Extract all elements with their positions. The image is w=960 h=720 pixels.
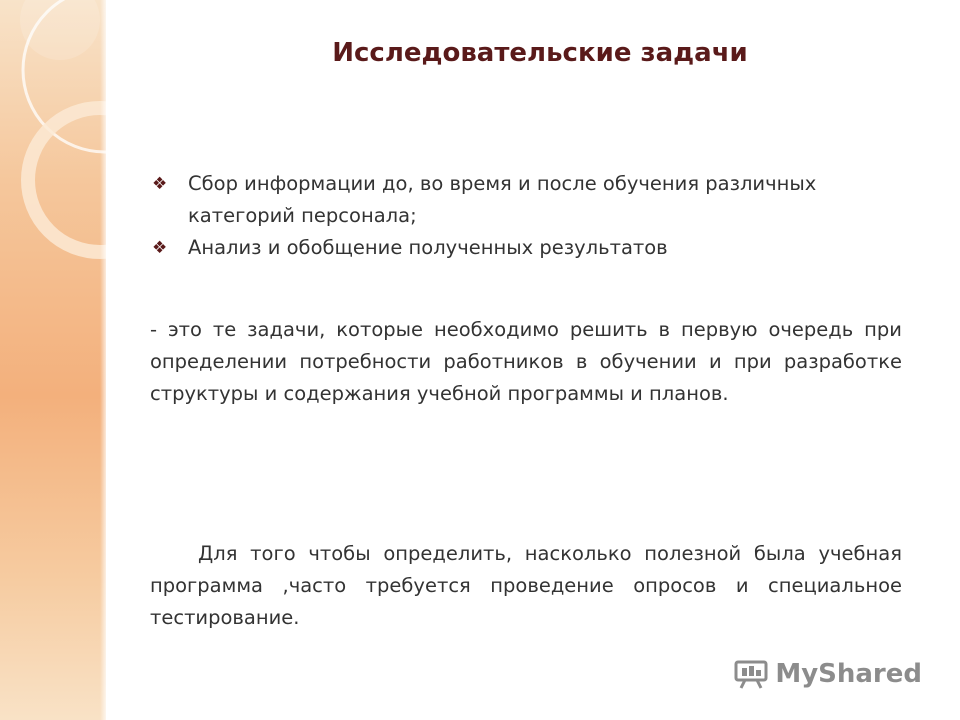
bullet-text: Анализ и обобщение полученных результатов xyxy=(188,236,668,259)
bullet-text: Сбор информации до, во время и после обучения различных категорий персонала; xyxy=(188,172,817,227)
watermark-text: MyShared xyxy=(775,659,922,689)
explanation-paragraph: - это те задачи, которые необходимо решить в первую очередь при определении потребности работников в обучении и при разработке структуры и содержания учебной программы и планов. xyxy=(150,317,902,405)
list-item xyxy=(150,232,902,264)
evaluation-paragraph: Для того чтобы определить, насколько полезной была учебная программа ,часто требуется проведение опросов и специальное тестирование. xyxy=(150,541,902,629)
watermark-logo xyxy=(733,656,922,692)
slide-title: Исследовательские задачи xyxy=(332,38,748,68)
sidebar-circles-decoration xyxy=(0,0,106,720)
diamond-bullet-icon: ❖ xyxy=(152,238,168,258)
bullet-list xyxy=(150,168,902,264)
presentation-board-icon xyxy=(733,659,769,689)
decorative-sidebar xyxy=(0,0,106,720)
list-item xyxy=(150,168,902,232)
diamond-bullet-icon: ❖ xyxy=(152,174,168,194)
